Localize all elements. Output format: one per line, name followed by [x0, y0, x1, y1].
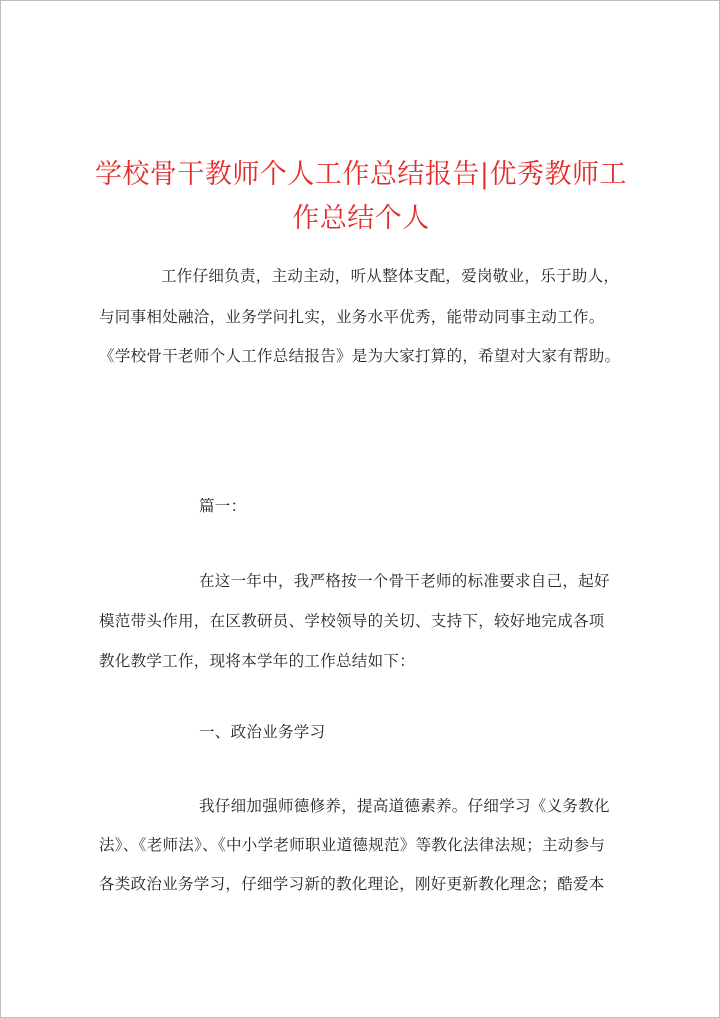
- intro-paragraph-line-3: 《学校骨干老师个人工作总结报告》是为大家打算的，希望对大家有帮助。: [99, 347, 621, 365]
- body-paragraph-2-line-2: 法》、《老师法》、《中小学老师职业道德规范》等教化法律法规；主动参与: [99, 836, 606, 854]
- body-paragraph-1-line-2: 模范带头作用，在区教研员、学校领导的关切、支持下，较好地完成各项: [99, 612, 605, 630]
- body-paragraph-1-line-1: 在这一年中，我严格按一个骨干老师的标准要求自己，起好: [199, 572, 610, 590]
- document-title-line-2: 作总结个人: [292, 203, 430, 234]
- body-paragraph-1-line-3: 教化教学工作，现将本学年的工作总结如下：: [99, 652, 416, 670]
- intro-paragraph-line-2: 与同事相处融洽，业务学问扎实，业务水平优秀，能带动同事主动工作。: [99, 308, 605, 326]
- body-paragraph-2-line-1: 我仔细加强师德修养，提高道德素养。仔细学习《义务教化: [199, 797, 610, 815]
- document-title-line-1: 学校骨干教师个人工作总结报告|优秀教师工: [94, 159, 628, 190]
- intro-paragraph-line-1: 工作仔细负责，主动主动，听从整体支配，爱岗敬业，乐于助人，: [161, 267, 620, 285]
- section-heading-politics: 一、政治业务学习: [199, 723, 326, 741]
- body-paragraph-2-line-3: 各类政治业务学习，仔细学习新的教化理论，刚好更新教化理念；酷爱本: [99, 875, 605, 893]
- part-heading: 篇一：: [199, 497, 247, 515]
